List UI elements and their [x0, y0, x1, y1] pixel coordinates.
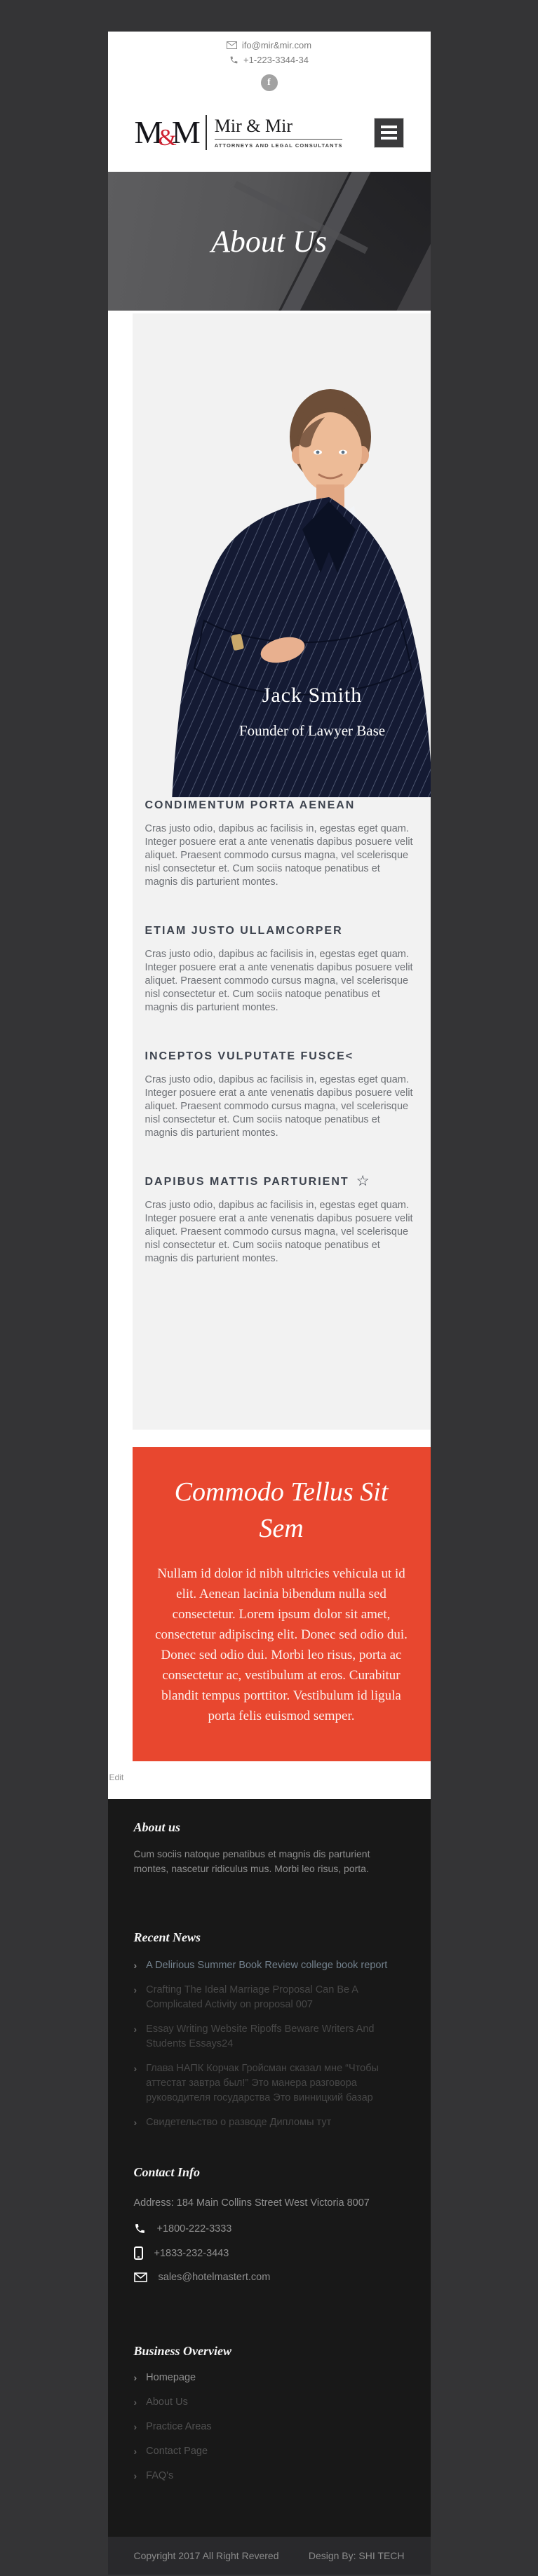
logo-ampersand: &	[158, 125, 175, 151]
copyright-text: Copyright 2017 All Right Revered	[133, 2550, 279, 2561]
news-link[interactable]: Essay Writing Website Ripoffs Beware Writers And Students Essays24	[146, 2023, 375, 2049]
contact-mobile-row	[134, 2246, 405, 2260]
edit-link[interactable]: Edit	[109, 1772, 124, 1782]
footer-nav-item	[134, 2395, 405, 2410]
chevron-right-icon: ›	[133, 2117, 137, 2128]
design-credit: Design By: SHI TECH	[308, 2550, 405, 2561]
news-item	[134, 1983, 405, 2012]
site-footer	[108, 1799, 431, 2537]
chevron-right-icon: ›	[133, 2421, 137, 2432]
logo-divider	[206, 115, 207, 150]
hamburger-bar	[381, 126, 397, 128]
phone-icon	[134, 2223, 146, 2235]
news-link[interactable]: Crafting The Ideal Marriage Proposal Can Be A Complicated Activity on proposal 007	[146, 1984, 358, 2010]
profile-role: Founder of Lawyer Base	[238, 722, 386, 739]
chevron-right-icon: ›	[133, 2470, 137, 2481]
footer-nav-homepage[interactable]: Homepage	[146, 2372, 196, 2383]
hamburger-bar	[381, 131, 397, 134]
about-card	[133, 313, 431, 1430]
news-item	[134, 1958, 405, 1973]
page-title: About Us	[211, 224, 327, 259]
footer-nav-faqs[interactable]: FAQ's	[146, 2470, 174, 2481]
logo[interactable]	[135, 115, 343, 150]
contact-phone-row	[134, 2223, 405, 2235]
topbar-email-text: ifo@mir&mir.com	[241, 40, 312, 50]
footer-about	[134, 1819, 405, 1876]
chevron-right-icon: ›	[133, 2446, 137, 2457]
footer-nav-about-us[interactable]: About Us	[146, 2397, 188, 2408]
facebook-icon[interactable]: f	[261, 74, 278, 91]
profile-name: Jack Smith	[262, 684, 363, 707]
main-content	[108, 311, 431, 1799]
news-link[interactable]: Свидетельство о разводе Дипломы тут	[146, 2117, 332, 2128]
topbar-phone-text: +1-223-3344-34	[243, 55, 309, 65]
profile-photo	[133, 313, 431, 797]
section-heading: INCEPTOS VULPUTATE FUSCE<	[144, 1050, 354, 1062]
chevron-right-icon: ›	[133, 2372, 137, 2383]
section-heading: ETIAM JUSTO ULLAMCORPER	[144, 925, 343, 937]
contact-address: Address: 184 Main Collins Street West Victoria 8007	[133, 2197, 370, 2209]
cta-banner	[133, 1447, 431, 1761]
content-section	[133, 923, 431, 1015]
chevron-right-icon: ›	[133, 2397, 137, 2408]
contact-phone[interactable]: +1800-222-3333	[156, 2223, 232, 2235]
hamburger-menu-button[interactable]	[374, 118, 404, 148]
footer-contact-heading: Contact Info	[133, 2165, 201, 2179]
footer-nav-item	[134, 2371, 405, 2385]
contact-email-row	[134, 2272, 405, 2283]
envelope-icon	[227, 41, 237, 49]
news-item	[134, 2115, 405, 2130]
footer-news-heading: Recent News	[133, 1930, 201, 1944]
footer-about-body: Cum sociis natoque penatibus et magnis dis parturient montes, nascetur ridiculus mus. Morbi leo risus, porta.	[133, 1848, 370, 1874]
mobile-phone-icon	[134, 2246, 143, 2260]
contact-email[interactable]: sales@hotelmastert.com	[158, 2272, 271, 2283]
chevron-right-icon: ›	[133, 2023, 137, 2035]
footer-business-heading: Business Overview	[133, 2344, 231, 2358]
section-body: Cras justo odio, dapibus ac facilisis in, egestas eget quam. Integer posuere erat a ante venenatis dapibus posuere velit aliquet. Praesent commodo cursus magna, vel scelerisque nisl consectetur et. Cum sociis natoque penatibus et magnis dis parturient montes.	[144, 823, 413, 888]
topbar-phone[interactable]	[108, 55, 431, 65]
footer-nav-contact-page[interactable]: Contact Page	[146, 2446, 208, 2457]
chevron-right-icon: ›	[133, 2063, 137, 2074]
topbar-email[interactable]	[108, 32, 431, 50]
news-link[interactable]: Глава НАПК Корчак Гройсман сказал мне “Чтобы аттестат завтра был!” Это манера разговора руководителя государства Это винницкий базар	[146, 2063, 379, 2103]
site-header	[108, 32, 431, 172]
section-heading: DAPIBUS MATTIS PARTURIENT ☆	[144, 1173, 371, 1189]
logo-monogram: M&M	[134, 114, 199, 151]
section-body: Cras justo odio, dapibus ac facilisis in, egestas eget quam. Integer posuere erat a ante venenatis dapibus posuere velit aliquet. Praesent commodo cursus magna, vel scelerisque nisl consectetur et. Cum sociis natoque penatibus et magnis dis parturient montes.	[144, 1074, 413, 1139]
section-heading: CONDIMENTUM PORTA AENEAN	[144, 799, 356, 811]
footer-nav-item	[134, 2444, 405, 2459]
news-item	[134, 2061, 405, 2106]
footer-business-overview	[134, 2343, 405, 2483]
contact-mobile[interactable]: +1833-232-3443	[154, 2247, 229, 2259]
logo-tagline: ATTORNEYS AND LEGAL CONSULTANTS	[214, 142, 343, 149]
copyright-bar	[108, 2537, 431, 2575]
page	[108, 0, 431, 2575]
cta-body: Nullam id dolor id nibh ultricies vehicula ut id elit. Aenean lacinia bibendum nulla sed consectetur. Lorem ipsum dolor sit amet, consectetur adipiscing elit. Donec sed odio dui. Donec sed odio dui. Morbi leo risus, porta ac consectetur ac, vestibulum at eros. Curabitur blandit tempus porttitor. Vestibulum id ligula porta felis euismod semper.	[155, 1566, 408, 1723]
footer-nav-practice-areas[interactable]: Practice Areas	[146, 2421, 212, 2432]
news-item	[134, 2022, 405, 2052]
logo-name: Mir & Mir	[215, 116, 343, 140]
content-section	[133, 797, 431, 889]
footer-about-heading: About us	[133, 1820, 181, 1834]
cta-title: Commodo Tellus Sit Sem	[174, 1477, 389, 1543]
phone-icon	[229, 55, 238, 65]
content-section	[133, 1174, 431, 1266]
chevron-right-icon: ›	[133, 1984, 137, 1995]
hero-banner	[108, 172, 431, 311]
footer-nav-item	[134, 2420, 405, 2434]
news-link[interactable]: A Delirious Summer Book Review college book report	[146, 1960, 388, 1971]
footer-recent-news	[134, 1929, 405, 2130]
section-body: Cras justo odio, dapibus ac facilisis in, egestas eget quam. Integer posuere erat a ante venenatis dapibus posuere velit aliquet. Praesent commodo cursus magna, vel scelerisque nisl consectetur et. Cum sociis natoque penatibus et magnis dis parturient montes.	[144, 1200, 413, 1264]
footer-nav-item	[134, 2469, 405, 2483]
envelope-icon	[134, 2272, 147, 2282]
section-body: Cras justo odio, dapibus ac facilisis in, egestas eget quam. Integer posuere erat a ante venenatis dapibus posuere velit aliquet. Praesent commodo cursus magna, vel scelerisque nisl consectetur et. Cum sociis natoque penatibus et magnis dis parturient montes.	[144, 949, 413, 1013]
star-icon: ☆	[356, 1173, 371, 1189]
chevron-right-icon: ›	[133, 1960, 137, 1971]
content-section	[133, 1048, 431, 1140]
hamburger-bar	[381, 137, 397, 140]
footer-contact	[134, 2164, 405, 2283]
